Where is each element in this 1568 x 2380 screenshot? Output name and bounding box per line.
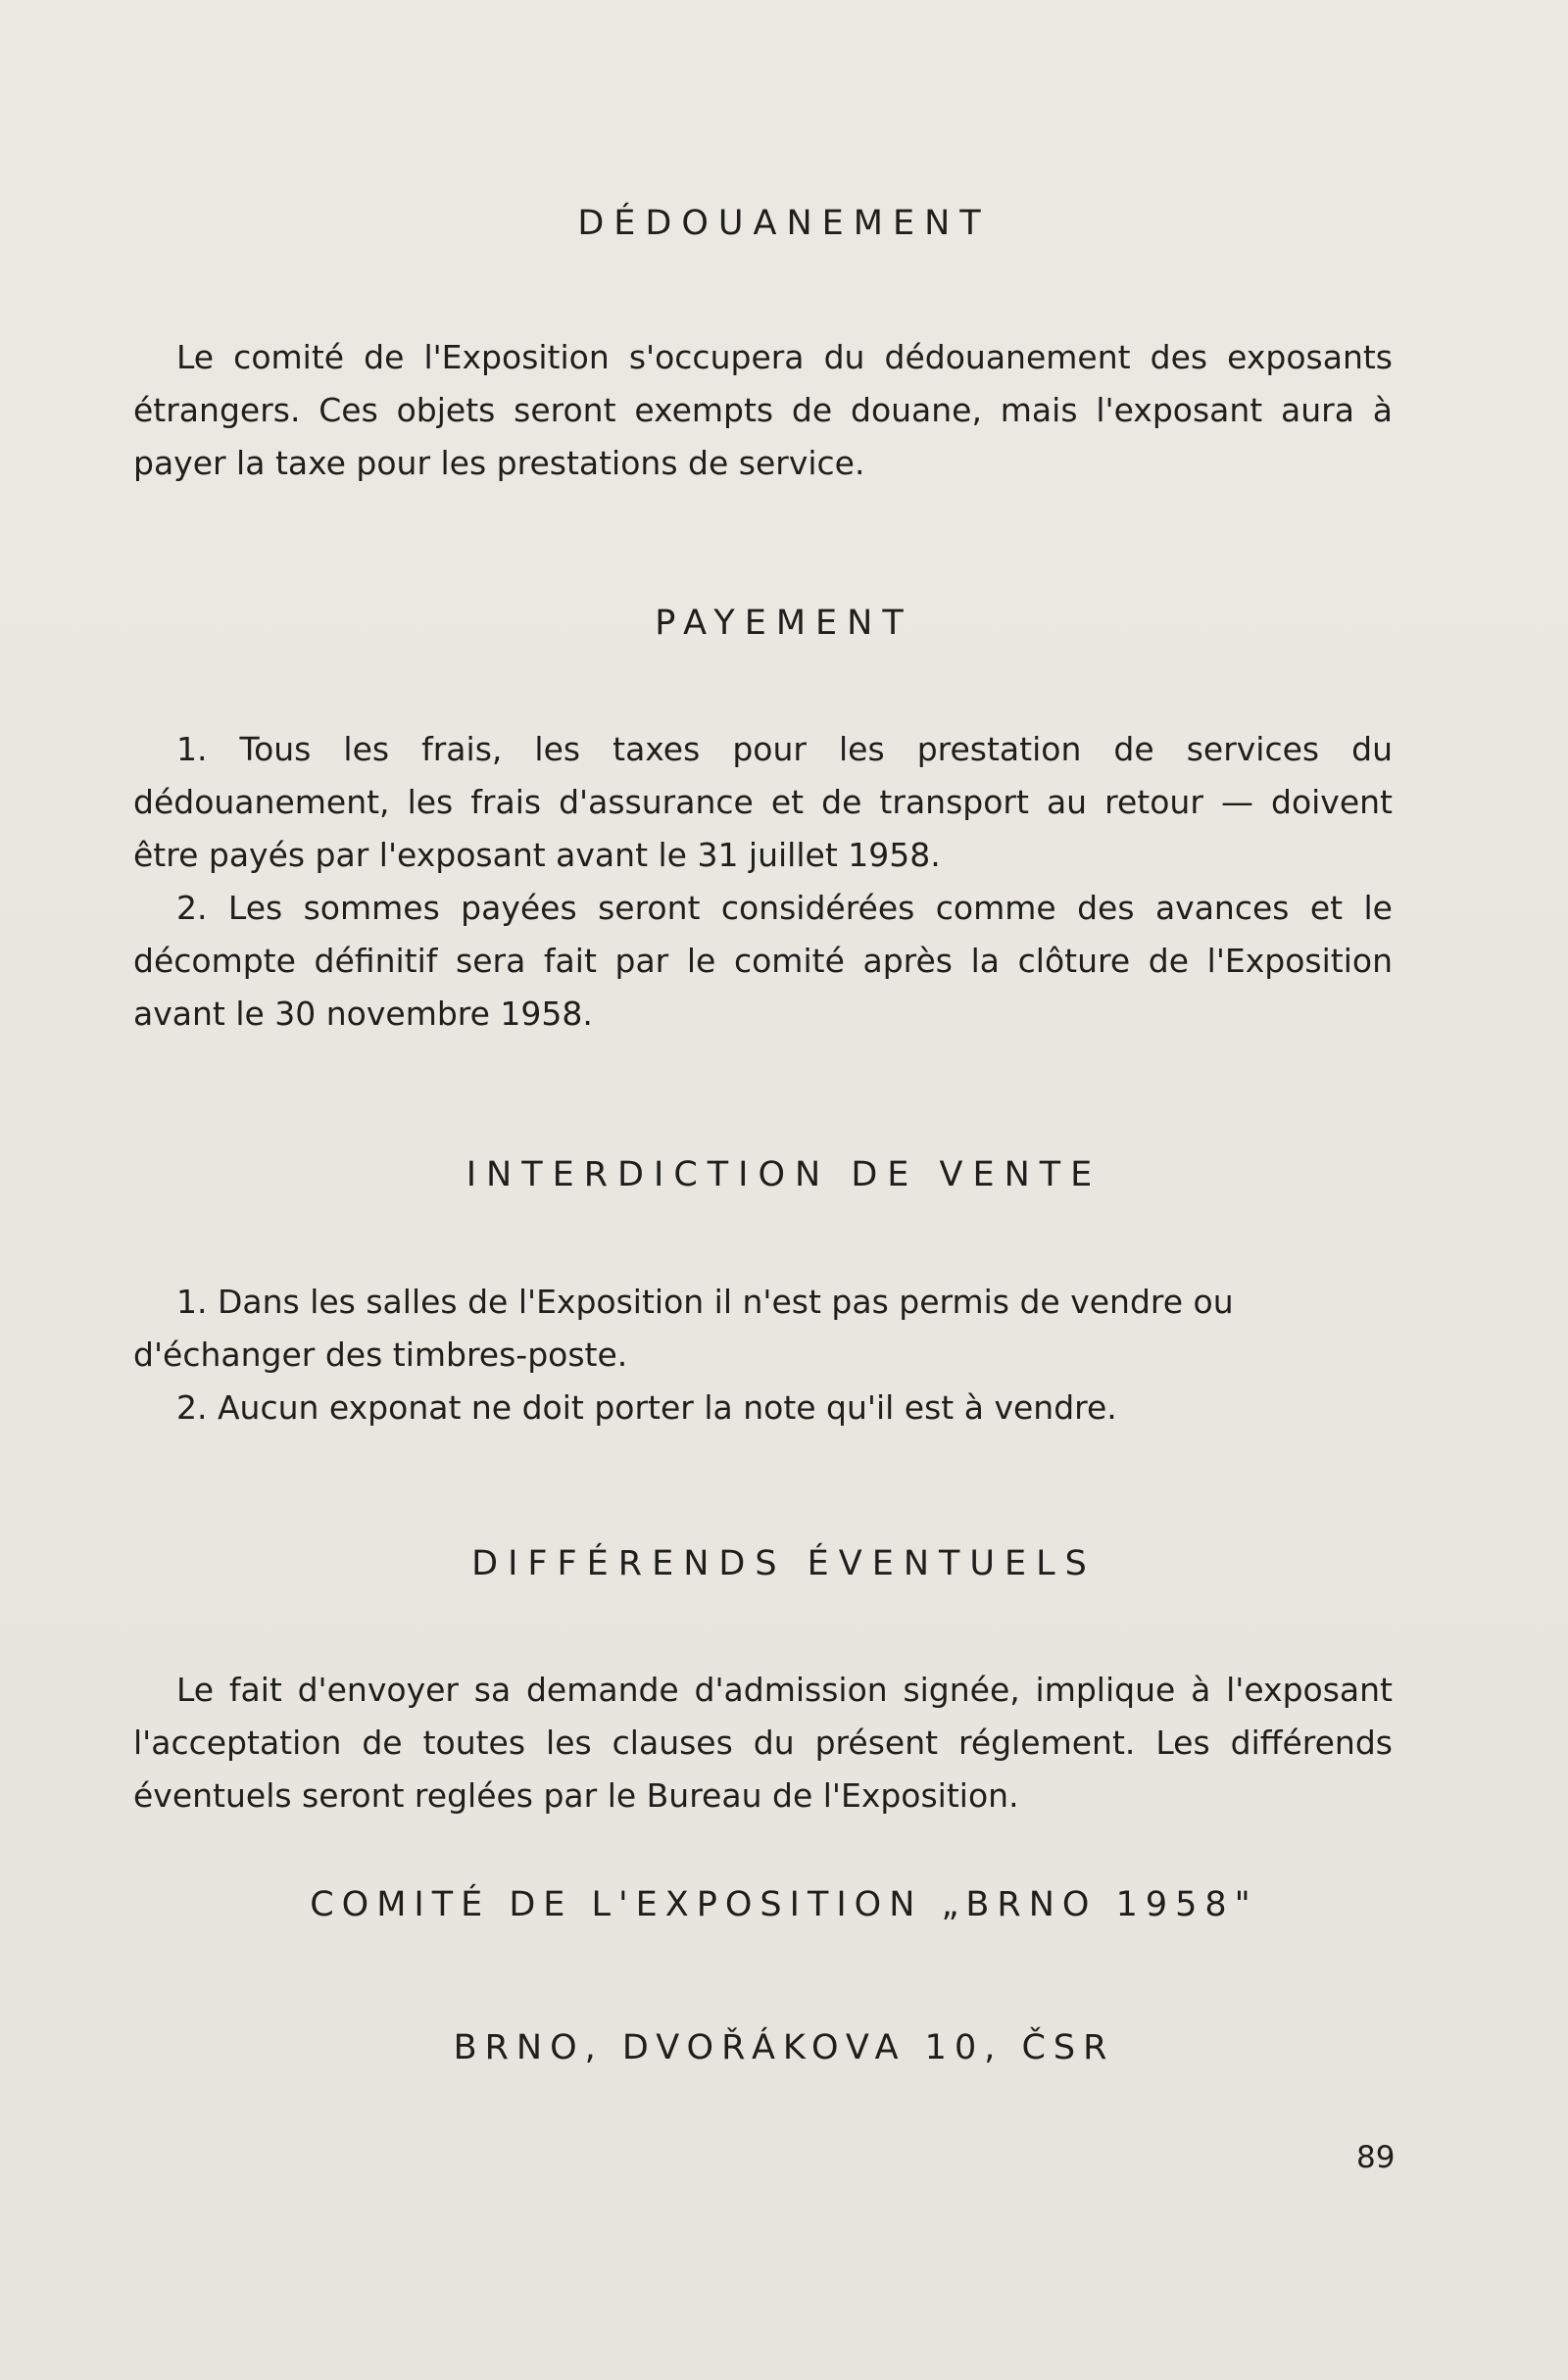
committee-address: BRNO, DVOŘÁKOVA 10, ČSR: [453, 2028, 1115, 2067]
interdiction-item-1: 1. Dans les salles de l'Exposition il n'est pas permis de vendre ou d'échanger des timbres-poste.: [133, 1283, 1234, 1374]
paragraph-interdiction: [133, 1276, 1393, 1434]
dedouanement-text: Le comité de l'Exposition s'occupera du dédouanement des exposants étrangers. Ces objets seront exempts de douane, mais l'exposant aura à payer la taxe pour les prestations de service.: [133, 338, 1393, 482]
committee-signature: COMITÉ DE L'EXPOSITION „BRNO 1958": [310, 1885, 1258, 1924]
heading-payement: PAYEMENT: [655, 604, 913, 643]
heading-interdiction: INTERDICTION DE VENTE: [466, 1155, 1102, 1194]
page-number: 89: [1356, 2140, 1396, 2175]
paragraph-payement: [133, 723, 1393, 1041]
heading-dedouanement: DÉDOUANEMENT: [577, 204, 991, 243]
heading-differends: DIFFÉRENDS ÉVENTUELS: [471, 1544, 1097, 1583]
payement-item-2: 2. Les sommes payées seront considérées comme des avances et le décompte définitif sera fait par le comité après la clôture de l'Exposition avant le 30 novembre 1958.: [133, 889, 1393, 1033]
paragraph-differends: [133, 1664, 1393, 1822]
interdiction-item-2: 2. Aucun exponat ne doit porter la note qu'il est à vendre.: [176, 1388, 1117, 1427]
payement-item-1: 1. Tous les frais, les taxes pour les prestation de services du dédouanement, les frais d'assurance et de transport au retour — doivent être payés par l'exposant avant le 31 juillet 1958.: [133, 730, 1393, 874]
differends-text: Le fait d'envoyer sa demande d'admission signée, implique à l'exposant l'acceptation de toutes les clauses du présent réglement. Les différends éventuels seront reglées par le Bureau de l'Exposition.: [133, 1671, 1393, 1815]
paragraph-dedouanement: [133, 331, 1393, 490]
